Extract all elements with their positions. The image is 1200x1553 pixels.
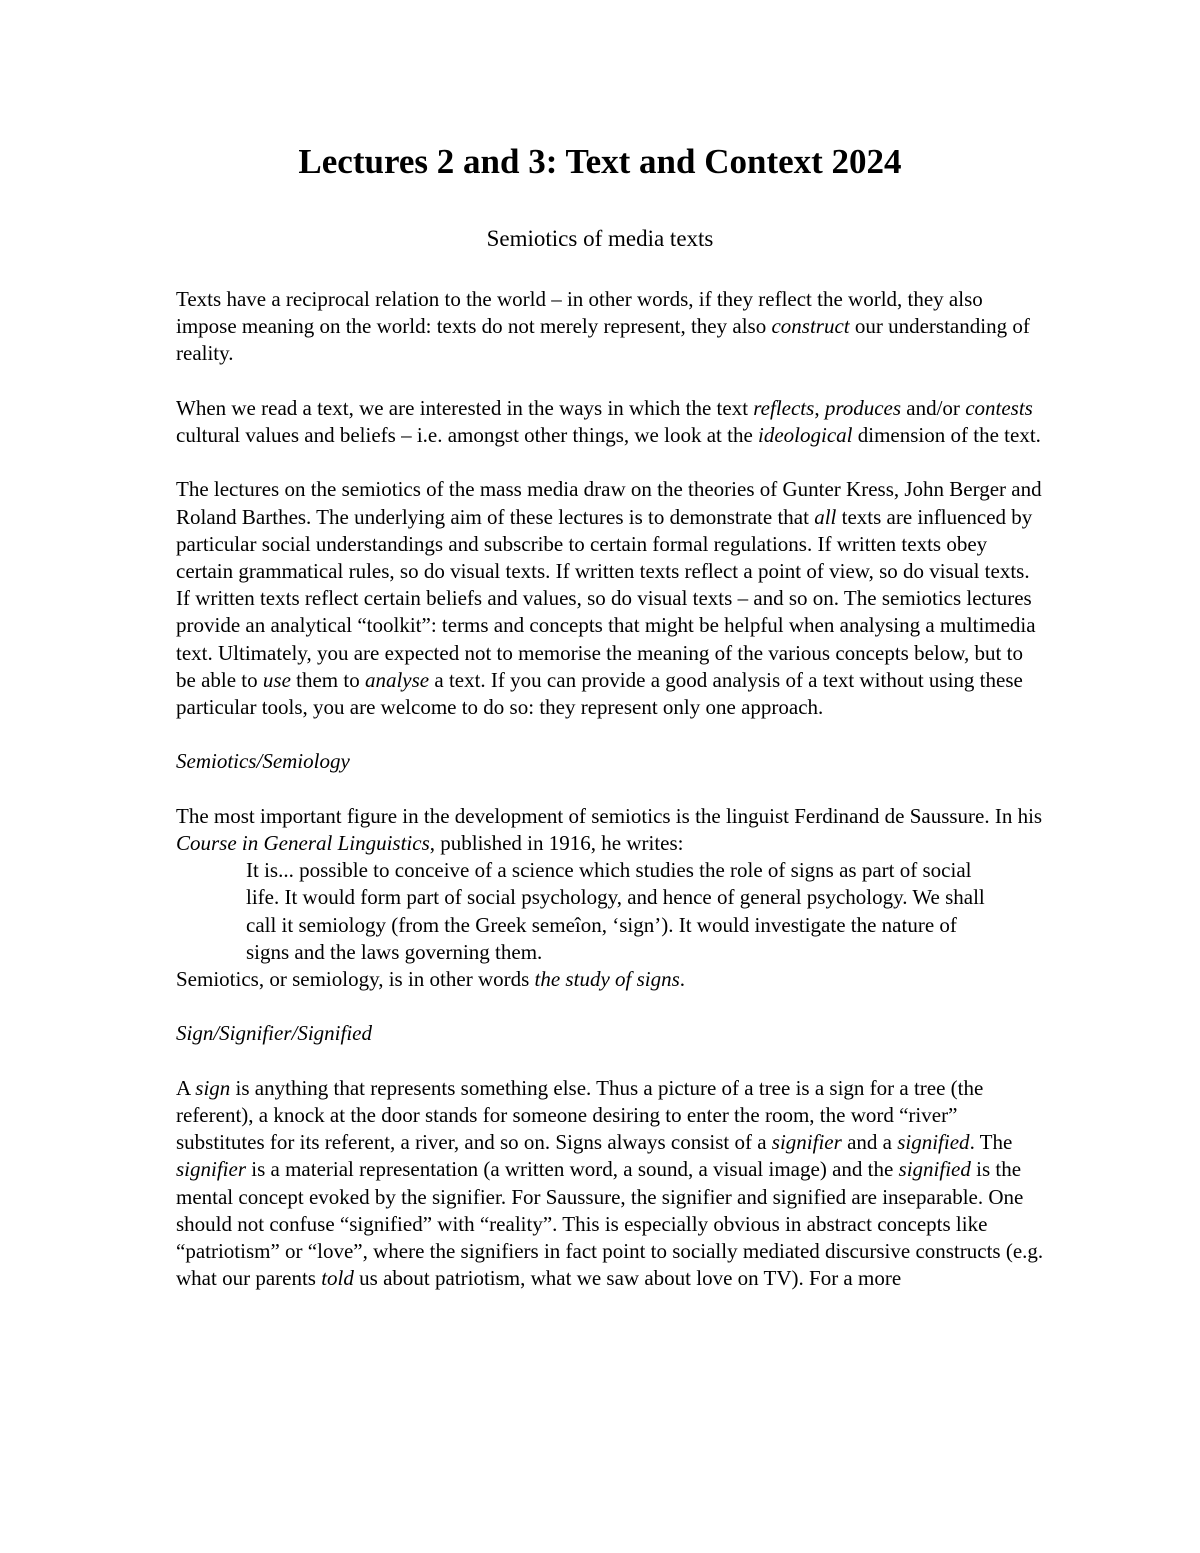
- text-run: The lectures on the semiotics of the mass media draw on the theories of Gunter Kress, John Berger and Roland Barthes. The underlying aim of these lectures is to demonstrate that: [176, 477, 1042, 529]
- emphasis-text: signified: [898, 1157, 971, 1182]
- text-run: The most important figure in the development of semiotics is the linguist Ferdinand de Saussure. In his: [176, 803, 1043, 828]
- document-body: [176, 286, 1046, 1320]
- paragraph-saussure: [176, 803, 1046, 857]
- text-run: cultural values and beliefs – i.e. amongst other things, we look at the: [176, 423, 759, 447]
- emphasis-text: all: [814, 504, 837, 529]
- text-run: , published in 1916, he writes:: [429, 831, 684, 855]
- text-run: and/or: [901, 395, 966, 420]
- emphasis-text: reflects: [753, 395, 815, 420]
- text-run: is the mental concept evoked by the signifier. For Saussure, the signifier and signified are inseparable. One should not confuse “signified” with “reality”. This is especially obvious in abstract concepts like “patriotism” or “love”, where the signifiers in fact point to socially mediated discursive constructs (e.g. what our parents: [176, 1157, 1044, 1291]
- paragraph-definition: [176, 966, 1046, 993]
- text-run: and a: [841, 1130, 898, 1155]
- emphasis-text: signifier: [176, 1157, 247, 1182]
- emphasis-text: construct: [771, 314, 850, 339]
- emphasis-text: told: [321, 1266, 354, 1291]
- text-run: them to: [290, 667, 365, 692]
- text-run: is a material representation (a written word, a sound, a visual image) and the: [246, 1157, 899, 1182]
- emphasis-text: sign: [195, 1075, 231, 1100]
- block-quote: It is... possible to conceive of a science which studies the role of signs as part of social life. It would form part of social psychology, and hence of general psychology. We shall call it semiology (from the Greek semeîon, ‘sign’). It would investigate the nature of signs and the laws governing them.: [246, 858, 985, 964]
- emphasis-text: signified: [897, 1130, 970, 1155]
- emphasis-text: analyse: [364, 667, 430, 692]
- text-run: our understanding of reality.: [176, 314, 1030, 366]
- paragraph-lectures: [176, 476, 1046, 721]
- emphasis-text: use: [262, 667, 291, 692]
- book-title: Course in General Linguistics: [176, 831, 430, 855]
- text-run: . The: [969, 1130, 1013, 1155]
- paragraph-intro: [176, 286, 1046, 368]
- text-run: a text. If you can provide a good analysis of a text without using these particular tools, you are welcome to do so: they represent only one approach.: [176, 667, 1023, 720]
- text-run: ,: [814, 395, 825, 420]
- heading-semiotics: Semiotics/Semiology: [176, 749, 350, 774]
- text-run: is anything that represents something else. Thus a picture of a tree is a sign for a tree (the referent), a knock at the door stands for someone desiring to enter the room, the word “river” substitutes for its referent, a river, and so on. Signs always consist of a: [176, 1075, 984, 1155]
- paragraph-sign: [176, 1075, 1046, 1293]
- emphasis-text: signifier: [771, 1130, 842, 1155]
- emphasis-text: ideological: [758, 423, 853, 447]
- text-run: A: [176, 1075, 196, 1100]
- emphasis-text: contests: [965, 395, 1033, 420]
- text-run: Semiotics, or semiology, is in other words: [176, 967, 535, 992]
- text-run: .: [679, 967, 686, 992]
- page-title: Lectures 2 and 3: Text and Context 2024: [298, 142, 902, 181]
- heading-sign: Sign/Signifier/Signified: [176, 1021, 372, 1046]
- text-run: texts are influenced by particular social understandings and subscribe to certain formal regulations. If written texts obey certain grammatical rules, so do visual texts. If written texts reflect a point of view, so do visual texts. If written texts reflect certain beliefs and values, so do visual texts – and so on. The semiotics lectures provide an analytical “toolkit”: terms and concepts that might be helpful when analysing a multimedia text. Ultimately, you are expected not to memorise the meaning of the various concepts below, but to be able to: [176, 504, 1036, 692]
- text-run: When we read a text, we are interested in the ways in which the text: [176, 395, 754, 420]
- text-run: Texts have a reciprocal relation to the world – in other words, if they reflect the world, they also impose meaning on the world: texts do not merely represent, they also: [176, 287, 983, 339]
- section-subtitle: Semiotics of media texts: [486, 226, 714, 251]
- emphasis-text: the study of signs: [534, 967, 680, 992]
- text-run: dimension of the text.: [852, 423, 1041, 447]
- emphasis-text: produces: [824, 395, 902, 420]
- paragraph-reading: [176, 395, 1046, 449]
- text-run: us about patriotism, what we saw about love on TV). For a more: [353, 1266, 902, 1291]
